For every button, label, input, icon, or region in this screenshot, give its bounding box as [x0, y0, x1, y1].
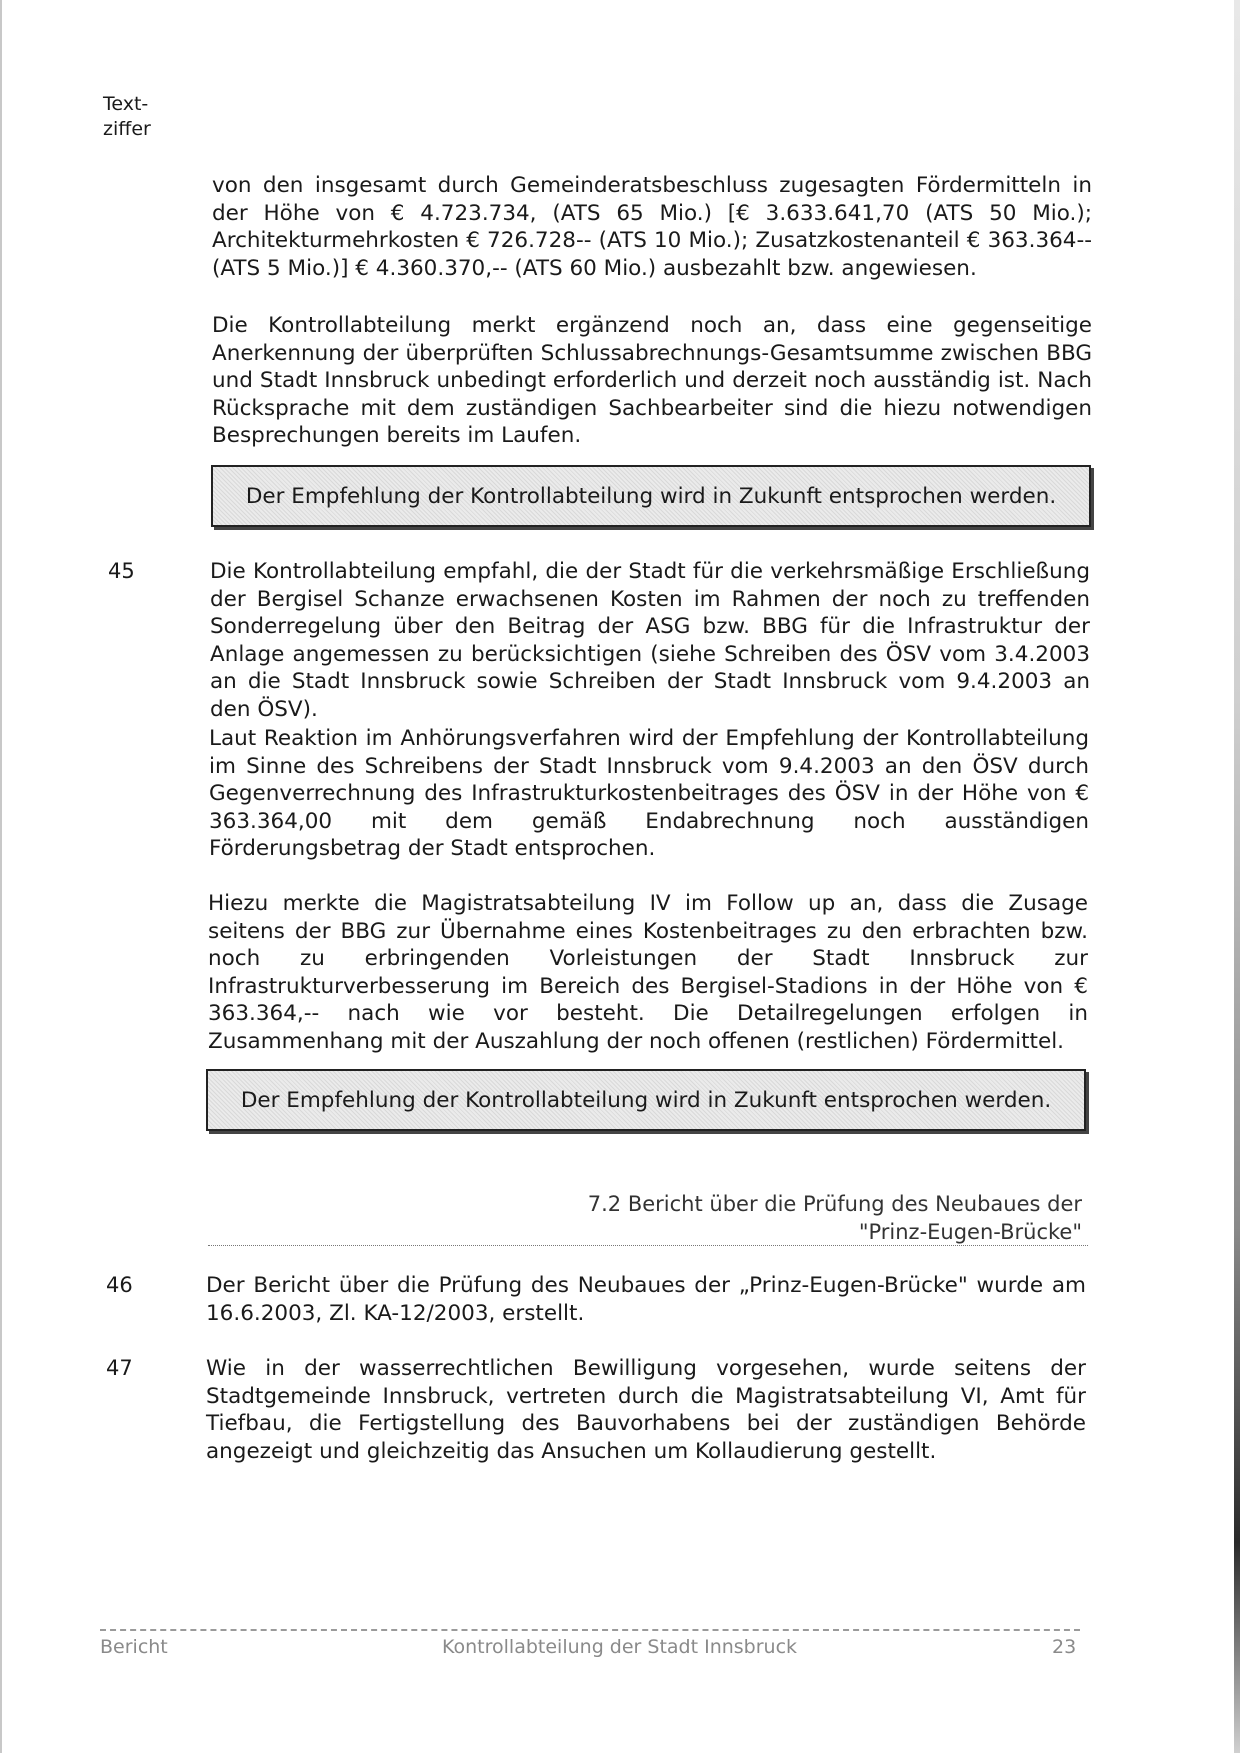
textziffer-46: 46 — [106, 1273, 133, 1297]
scan-edge-right — [1234, 0, 1240, 1753]
footer-page-number: 23 — [1052, 1636, 1077, 1658]
paragraph-intro: von den insgesamt durch Gemeinderatsbeschluss zugesagten Fördermitteln in der Höhe von € 4.723.734, (ATS 65 Mio.) [€ 3.633.641,70 (ATS 50 Mio.); Architekturmehrkosten € 726.728-- (ATS 10 Mio.); Zusatzkostenanteil € 363.364-- (ATS 5 Mio.)] € 4.360.370,-- (ATS 60 Mio.) ausbezahlt bzw. angewiesen. — [212, 173, 1092, 281]
paragraph-47: Wie in der wasserrechtlichen Bewilligung vorgesehen, wurde seitens der Stadtgemeinde Innsbruck, vertreten durch die Magistratsabteilung VI, Amt für Tiefbau, die Fertigstellung des Bauvorhabens bei der zuständigen Behörde angezeigt und gleichzeitig das Ansuchen um Kollaudierung gestellt. — [206, 1356, 1086, 1464]
paragraph-kontrollabteilung: Die Kontrollabteilung merkt ergänzend noch an, dass eine gegenseitige Anerkennung der überprüften Schlussabrechnungs-Gesamtsumme zwischen BBG und Stadt Innsbruck unbedingt erforderlich und derzeit noch ausständig ist. Nach Rücksprache mit dem zuständigen Sachbearbeiter sind die hiezu notwendigen Besprechungen bereits im Laufen. — [212, 313, 1092, 448]
footer-rule — [100, 1629, 1080, 1631]
recommendation-text-2: Der Empfehlung der Kontrollabteilung wird in Zukunft entsprochen werden. — [240, 1087, 1052, 1113]
section-heading-7-2 — [482, 1190, 1082, 1246]
recommendation-box-2 — [206, 1069, 1086, 1131]
paragraph-hiezu: Hiezu merkte die Magistratsabteilung IV im Follow up an, dass die Zusage seitens der BBG zur Übernahme eines Kostenbeitrages zu den erbrachten bzw. noch zu erbringenden Vorleistungen der Stadt Innsbruck zur Infrastrukturverbesserung im Bereich des Bergisel-Stadions in der Höhe von € 363.364,-- nach wie vor besteht. Die Detailregelungen erfolgen in Zusammenhang mit der Auszahlung der noch offenen (restlichen) Fördermittel. — [208, 891, 1088, 1054]
textziffer-47: 47 — [106, 1356, 133, 1380]
section-heading-line1: 7.2 Bericht über die Prüfung des Neubaues der — [587, 1192, 1082, 1216]
paragraph-reaktion: Laut Reaktion im Anhörungsverfahren wird der Empfehlung der Kontrollabteilung im Sinne des Schreibens der Stadt Innsbruck vom 9.4.2003 an den ÖSV durch Gegenverrechnung des Infrastrukturkostenbeitrages des ÖSV in der Höhe von € 363.364,00 mit dem gemäß Endabrechnung noch ausständigen Förderungsbetrag der Stadt entsprochen. — [209, 726, 1089, 861]
paragraph-46: Der Bericht über die Prüfung des Neubaues der „Prinz-Eugen-Brücke" wurde am 16.6.2003, Zl. KA-12/2003, erstellt. — [206, 1273, 1086, 1326]
paragraph-45: Die Kontrollabteilung empfahl, die der Stadt für die verkehrsmäßige Erschließung der Bergisel Schanze erwachsenen Kosten im Rahmen der noch zu treffenden Sonderregelung über den Beitrag der ASG bzw. BBG für die Infrastruktur der Anlage angemessen zu berücksichtigen (siehe Schreiben des ÖSV vom 3.4.2003 an die Stadt Innsbruck sowie Schreiben der Stadt Innsbruck vom 9.4.2003 an den ÖSV). — [210, 559, 1090, 722]
scan-edge-left — [0, 0, 2, 1753]
section-heading-line2: "Prinz-Eugen-Brücke" — [858, 1220, 1082, 1244]
footer-left-bericht: Bericht — [100, 1636, 168, 1658]
section-heading-rule — [208, 1245, 1088, 1246]
footer-center-organization: Kontrollabteilung der Stadt Innsbruck — [442, 1636, 798, 1658]
recommendation-box-1 — [211, 465, 1091, 527]
margin-label-textziffer: Text- ziffer — [103, 93, 151, 140]
textziffer-45: 45 — [108, 559, 135, 583]
recommendation-text-1: Der Empfehlung der Kontrollabteilung wird in Zukunft entsprochen werden. — [245, 483, 1057, 509]
